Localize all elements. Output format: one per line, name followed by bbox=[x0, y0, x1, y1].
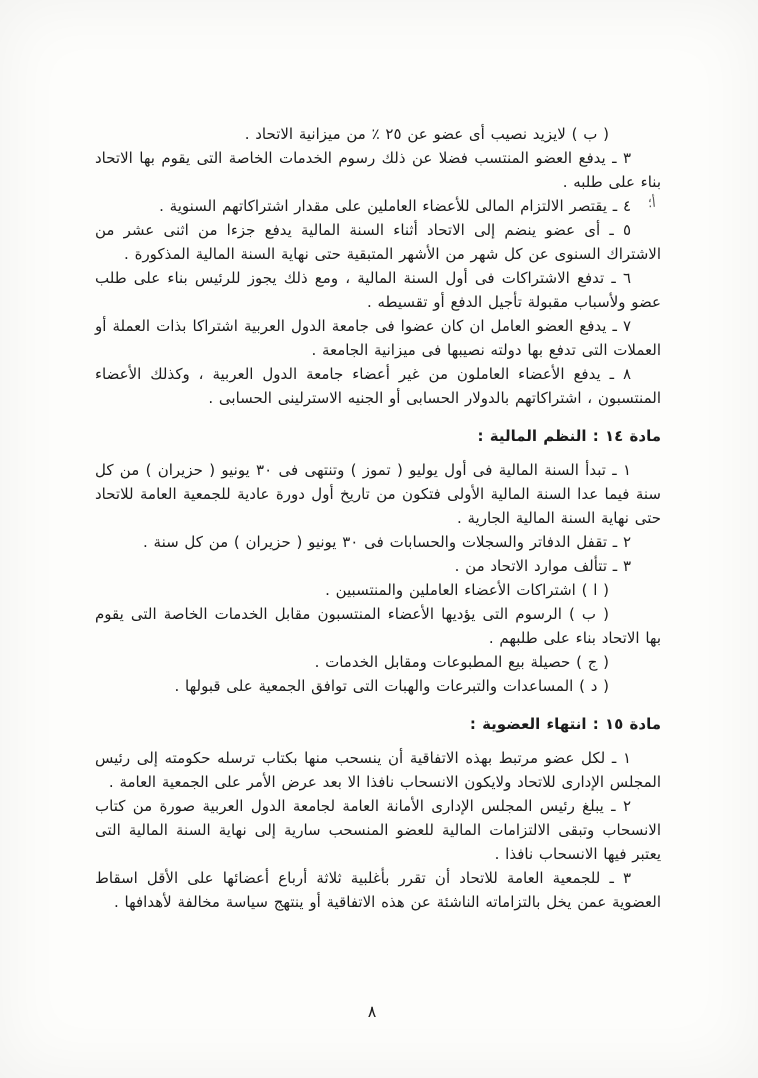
article-14-sub-j: ( ج ) حصيلة بيع المطبوعات ومقابل الخدمات . bbox=[314, 653, 609, 671]
clause-6: ٦ ـ تدفع الاشتراكات فى أول السنة المالية ، ومع ذلك يجوز للرئيس بناء على طلب عضو ولأسباب مقبولة تأجيل الدفع أو تقسيطه . bbox=[95, 269, 661, 311]
article-14-sub-d: ( د ) المساعدات والتبرعات والهبات التى توافق الجمعية على قبولها . bbox=[174, 677, 609, 695]
article-14-clause-2: ٢ ـ تقفل الدفاتر والسجلات والحسابات فى ٣٠ يونيو ( حزيران ) من كل سنة . bbox=[142, 533, 631, 551]
article-14-sub-a: ( ا ) اشتراكات الأعضاء العاملين والمنتسبين . bbox=[325, 581, 609, 599]
clause-7: ٧ ـ يدفع العضو العامل ان كان عضوا فى جامعة الدول العربية اشتراكا بذات العملة أو العملات التى تدفع بها دولته نصيبها فى ميزانية الجامعة . bbox=[95, 317, 661, 359]
article-14-heading: مادة ١٤ : النظم المالية : bbox=[477, 427, 661, 445]
clause-3: ٣ ـ يدفع العضو المنتسب فضلا عن ذلك رسوم الخدمات الخاصة التى يقوم بها الاتحاد بناء على طلبه . bbox=[95, 149, 661, 191]
article-15-heading: مادة ١٥ : انتهاء العضوية : bbox=[469, 715, 661, 733]
article-15-clause-1: ١ ـ لكل عضو مرتبط بهذه الاتفاقية أن ينسحب منها بكتاب ترسله حكومته إلى رئيس المجلس الإدارى للاتحاد ولايكون الانسحاب نافذا الا بعد عرض الأمر على الجمعية العامة . bbox=[95, 749, 661, 791]
article-15-clause-3: ٣ ـ للجمعية العامة للاتحاد أن تقرر بأغلبية ثلاثة أرباع أعضائها على الأقل اسقاط العضوية عمن يخل بالتزاماته الناشئة عن هذه الاتفاقية أو ينتهج سياسة مخالفة لأهدافها . bbox=[95, 869, 661, 911]
clause-b-top: ( ب ) لايزيد نصيب أى عضو عن ٢٥ ٪ من ميزانية الاتحاد . bbox=[244, 125, 609, 143]
article-14-clause-1: ١ ـ تبدأ السنة المالية فى أول يوليو ( تموز ) وتنتهى فى ٣٠ يونيو ( حزيران ) من كل سنة فيما عدا السنة المالية الأولى فتكون من تاريخ أول دورة عادية للجمعية العامة للاتحاد حتى نهاية السنة المالية الجارية . bbox=[95, 461, 661, 527]
clause-5: ٥ ـ أى عضو ينضم إلى الاتحاد أثناء السنة المالية يدفع جزءا من اثنى عشر من الاشتراك السنوى عن كل شهر من الأشهر المتبقية حتى نهاية السنة المالية المذكورة . bbox=[95, 221, 661, 263]
clause-8: ٨ ـ يدفع الأعضاء العاملون من غير أعضاء جامعة الدول العربية ، وكذلك الأعضاء المنتسبون ، اشتراكاتهم بالدولار الحسابى أو الجنيه الاسترلينى الحسابى . bbox=[95, 365, 661, 407]
document-text bbox=[95, 122, 661, 914]
article-15-clause-2: ٢ ـ يبلغ رئيس المجلس الإدارى الأمانة العامة لجامعة الدول العربية صورة من كتاب الانسحاب وتبقى الالتزامات المالية للعضو المنسحب سارية إلى نهاية السنة المالية التى يعتبر فيها الانسحاب نافذا . bbox=[95, 797, 661, 863]
handwritten-margin-annotation: أ؛ bbox=[647, 195, 657, 212]
page-number: ٨ bbox=[367, 1002, 377, 1021]
clause-4: ٤ ـ يقتصر الالتزام المالى للأعضاء العاملين على مقدار اشتراكاتهم السنوية . bbox=[159, 197, 631, 215]
article-14-clause-3: ٣ ـ تتألف موارد الاتحاد من . bbox=[454, 557, 631, 575]
article-14-sub-b: ( ب ) الرسوم التى يؤديها الأعضاء المنتسبون مقابل الخدمات الخاصة التى يقوم بها الاتحاد بناء على طلبهم . bbox=[95, 605, 661, 647]
